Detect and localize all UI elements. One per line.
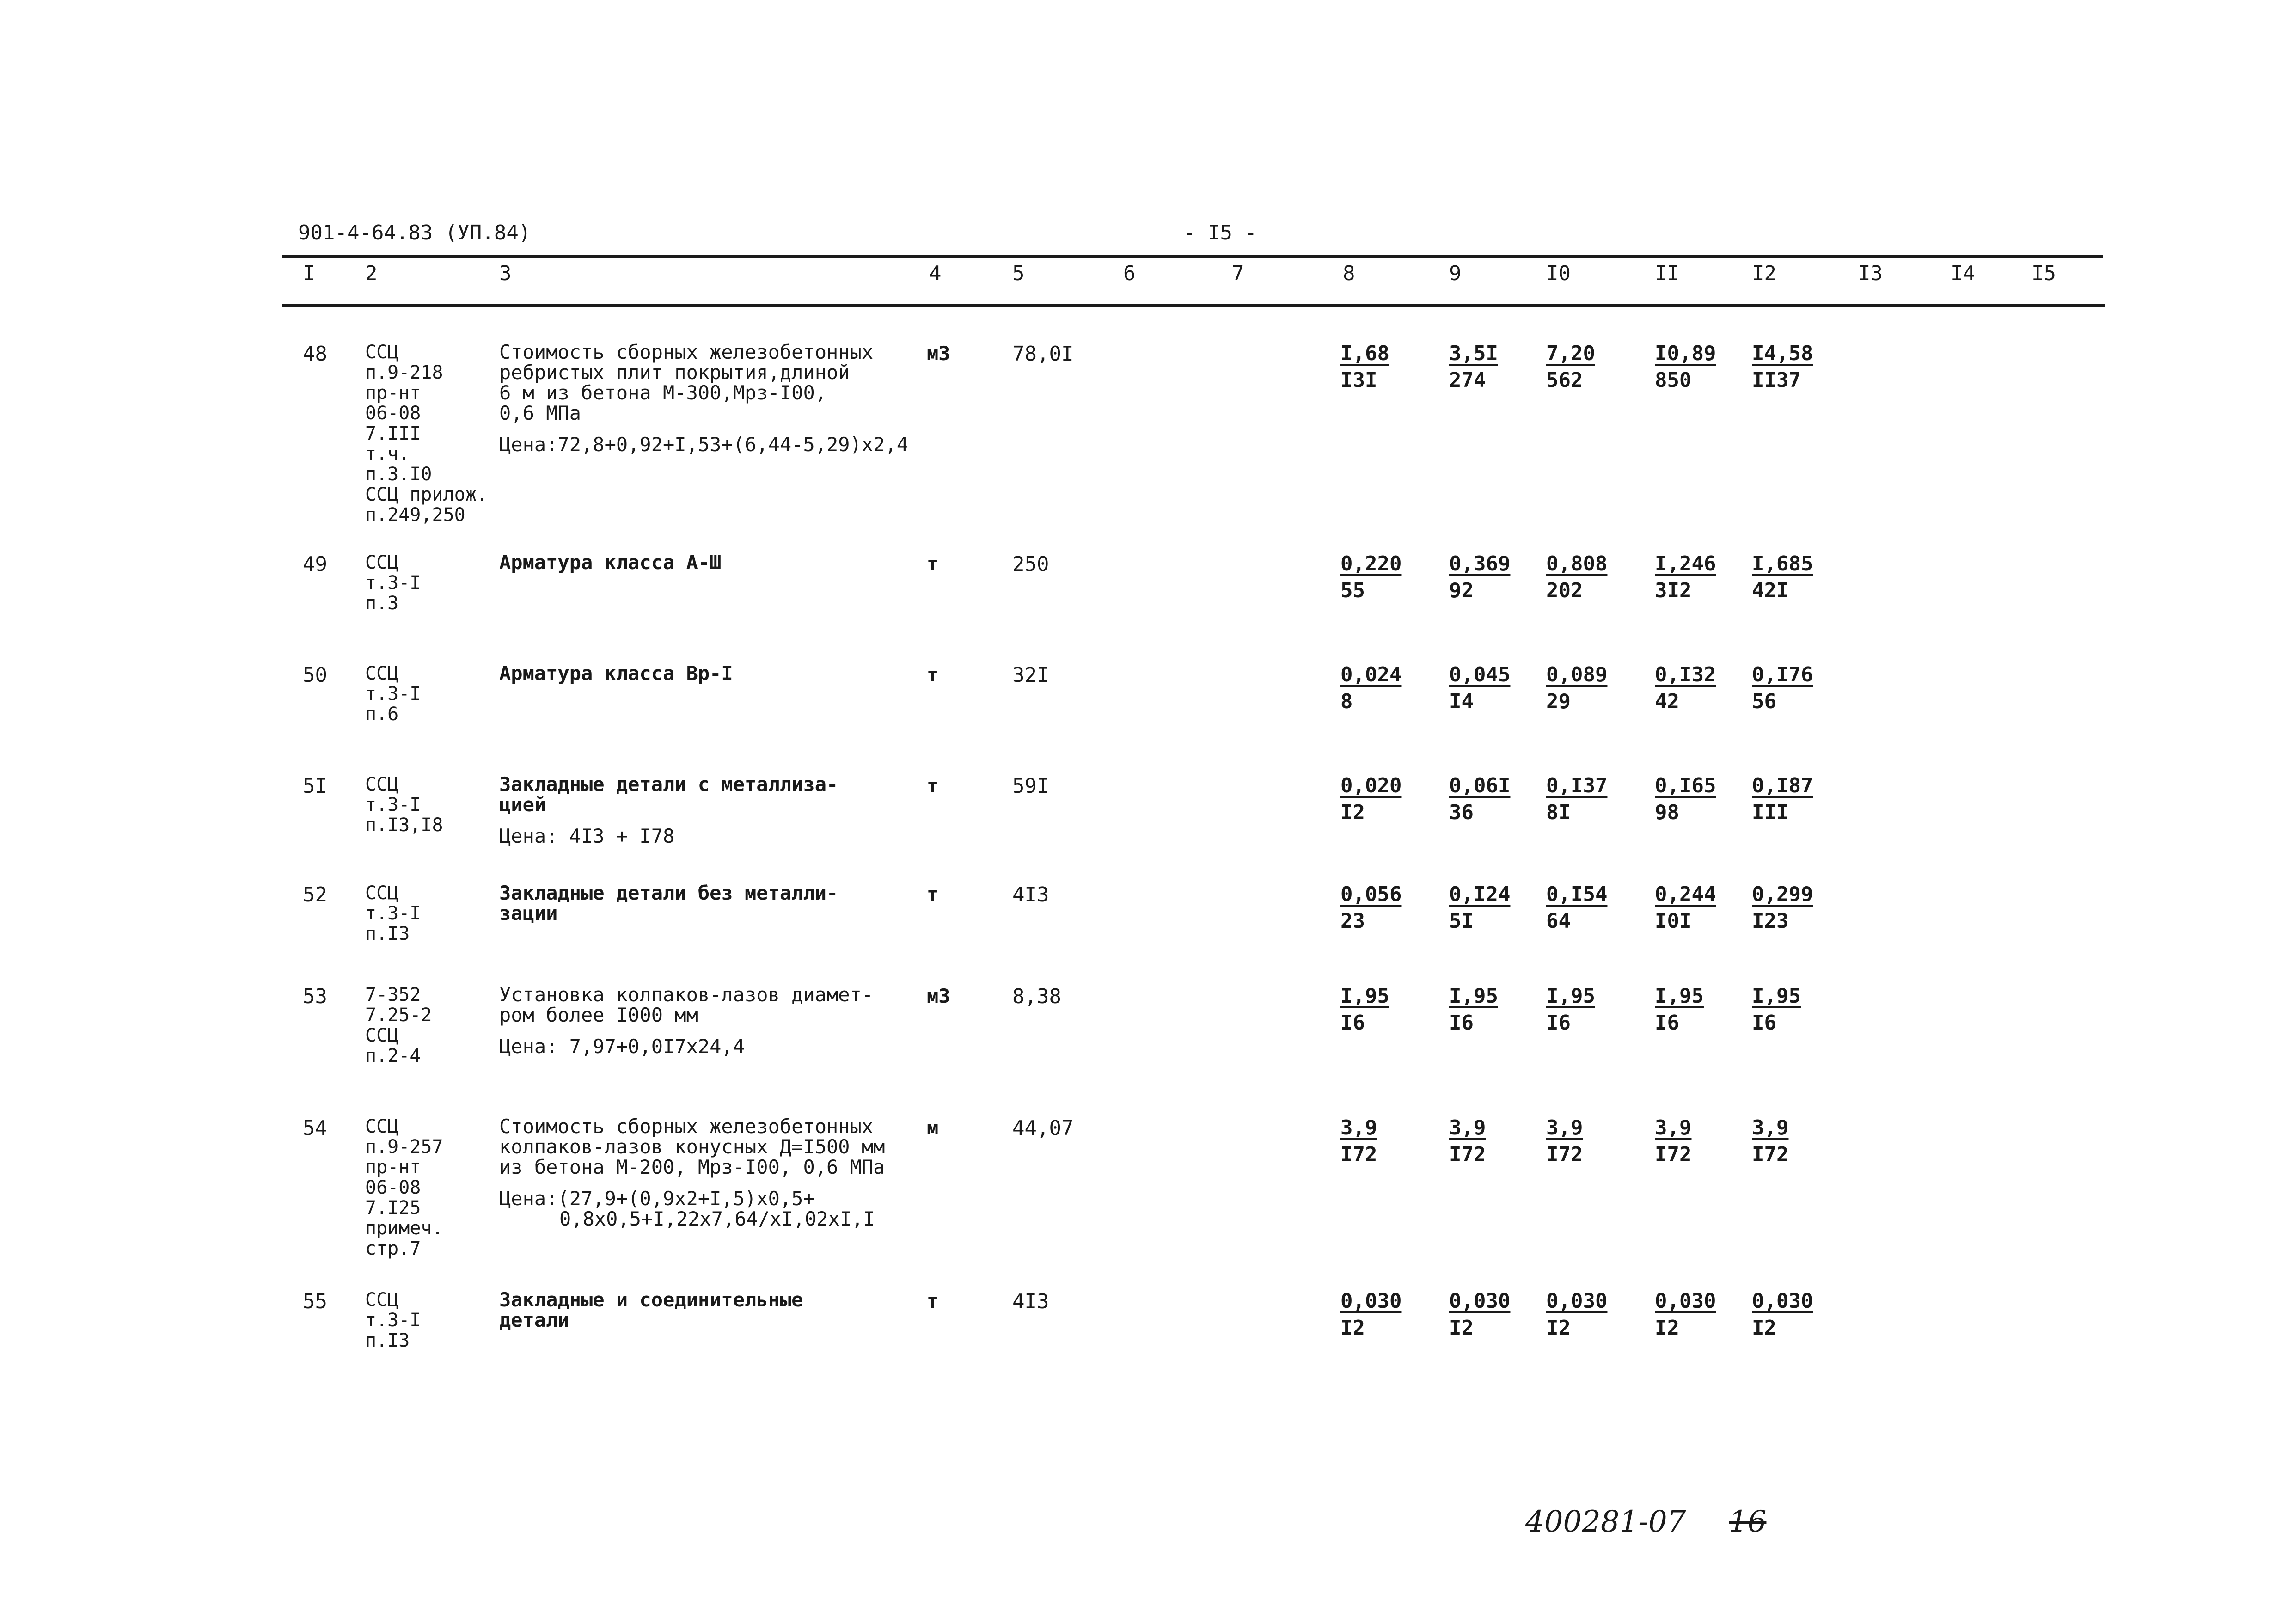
row-price-formula-continued: 0,8х0,5+I,22х7,64/хI,02хI,I (559, 1207, 875, 1230)
row-reference-code: т.ч. (365, 443, 410, 465)
row-value-fraction (1752, 340, 1813, 394)
row-value-fraction (1655, 881, 1716, 935)
row-price-formula: Цена: 4I3 + I78 (499, 825, 675, 847)
row-description: Стоимость сборных железобетонных (499, 1115, 874, 1138)
row-quantity: 78,0I (1012, 342, 1074, 366)
fraction-numerator: 0,056 (1340, 882, 1402, 906)
row-unit: м3 (927, 342, 950, 365)
row-description: зации (499, 902, 558, 925)
row-unit: т (927, 774, 939, 797)
row-value-fraction (1340, 1288, 1401, 1342)
row-number: 48 (303, 342, 327, 366)
row-reference-code: ССЦ (365, 1025, 399, 1046)
row-number: 54 (303, 1116, 327, 1140)
row-reference-code: ССЦ (365, 663, 399, 684)
fraction-numerator: 3,9 (1546, 1116, 1583, 1140)
row-value-fraction (1546, 881, 1607, 935)
column-number: I0 (1546, 262, 1571, 285)
column-number: 7 (1232, 262, 1244, 285)
row-reference-code: п.249,250 (365, 504, 465, 526)
row-reference-code: ССЦ (365, 882, 399, 904)
row-reference-code: ССЦ (365, 774, 399, 795)
row-price-formula: Цена:(27,9+(0,9х2+I,5)х0,5+ (499, 1187, 815, 1210)
fraction-numerator: 0,299 (1752, 882, 1813, 906)
row-reference-code: 7-352 (365, 984, 421, 1005)
row-description: Закладные и соединительные (499, 1288, 803, 1311)
column-number: I5 (2032, 262, 2056, 285)
fraction-numerator: 0,030 (1340, 1289, 1402, 1313)
row-reference-code: 7.I25 (365, 1197, 421, 1219)
fraction-denominator: I2 (1340, 801, 1365, 824)
row-description: Арматура класса А-Ш (499, 551, 722, 574)
fraction-numerator: 0,244 (1655, 882, 1716, 906)
column-number: 4 (929, 262, 942, 285)
row-description: ром более I000 мм (499, 1004, 698, 1026)
fraction-denominator: 562 (1546, 368, 1583, 392)
row-description: из бетона М-200, Мрз-I00, 0,6 МПа (499, 1156, 885, 1178)
row-price-formula: Цена: 7,97+0,0I7х24,4 (499, 1035, 745, 1058)
fraction-denominator: 23 (1340, 909, 1365, 933)
row-description: детали (499, 1309, 569, 1331)
fraction-denominator: 274 (1449, 368, 1486, 392)
fraction-denominator: I2 (1752, 1316, 1776, 1340)
fraction-denominator: 8I (1546, 801, 1571, 824)
handwritten-archive-number: 400281-07 (1525, 1505, 1686, 1539)
column-number: I2 (1752, 262, 1776, 285)
fraction-numerator: 7,20 (1546, 342, 1595, 365)
fraction-denominator: I72 (1752, 1143, 1789, 1166)
row-value-fraction (1752, 662, 1813, 715)
fraction-numerator: 3,9 (1449, 1116, 1486, 1140)
row-reference-code: примеч. (365, 1218, 443, 1239)
row-reference-code: ССЦ (365, 342, 399, 363)
column-number: 5 (1012, 262, 1025, 285)
fraction-denominator: 5I (1449, 909, 1474, 933)
fraction-denominator: 850 (1655, 368, 1692, 392)
row-value-fraction (1449, 881, 1510, 935)
row-unit: т (927, 883, 939, 906)
row-value-fraction (1752, 983, 1801, 1036)
fraction-numerator: 0,808 (1546, 552, 1608, 576)
row-reference-code: 06-08 (365, 1177, 421, 1198)
row-value-fraction (1449, 1115, 1486, 1168)
row-value-fraction (1752, 551, 1813, 604)
row-value-fraction (1752, 1288, 1813, 1342)
fraction-denominator: I6 (1449, 1011, 1474, 1035)
row-unit: т (927, 1290, 939, 1312)
row-value-fraction (1340, 340, 1389, 394)
row-reference-code: ССЦ (365, 1116, 399, 1137)
row-unit: м (927, 1116, 939, 1139)
fraction-numerator: I,95 (1340, 984, 1389, 1008)
row-description: Стоимость сборных железобетонных (499, 341, 874, 363)
fraction-numerator: 0,220 (1340, 552, 1402, 576)
fraction-denominator: I3I (1340, 368, 1377, 392)
fraction-numerator: I4,58 (1752, 342, 1813, 365)
row-description: цией (499, 793, 546, 816)
row-reference-code: п.3.I0 (365, 464, 432, 485)
fraction-denominator: I4 (1449, 690, 1474, 713)
row-reference-code: т.3-I (365, 903, 421, 924)
row-value-fraction (1546, 340, 1595, 394)
fraction-numerator: 0,024 (1340, 663, 1402, 686)
fraction-numerator: I,95 (1546, 984, 1595, 1008)
row-value-fraction (1655, 551, 1716, 604)
row-number: 53 (303, 985, 327, 1008)
row-value-fraction (1655, 772, 1716, 826)
row-price-formula: Цена:72,8+0,92+I,53+(6,44-5,29)х2,4 (499, 433, 909, 456)
fraction-denominator: I6 (1340, 1011, 1365, 1035)
column-number: I4 (1951, 262, 1975, 285)
row-value-fraction (1449, 772, 1510, 826)
fraction-denominator: II37 (1752, 368, 1801, 392)
row-description: 0,6 МПа (499, 402, 581, 424)
fraction-denominator: 36 (1449, 801, 1474, 824)
fraction-numerator: 3,9 (1655, 1116, 1692, 1140)
row-value-fraction (1340, 551, 1401, 604)
row-quantity: 32I (1012, 663, 1049, 687)
fraction-denominator: 202 (1546, 579, 1583, 602)
fraction-numerator: I,685 (1752, 552, 1813, 576)
row-value-fraction (1655, 340, 1716, 394)
row-reference-code: ССЦ прилож. (365, 484, 488, 505)
row-reference-code: 7.III (365, 423, 421, 444)
fraction-denominator: I72 (1546, 1143, 1583, 1166)
fraction-numerator: 0,020 (1340, 774, 1402, 797)
fraction-numerator: 3,9 (1340, 1116, 1377, 1140)
fraction-denominator: 42 (1655, 690, 1679, 713)
fraction-denominator: I2 (1655, 1316, 1679, 1340)
row-value-fraction (1752, 772, 1813, 826)
fraction-denominator: I6 (1655, 1011, 1679, 1035)
row-value-fraction (1752, 881, 1813, 935)
column-number: 3 (499, 262, 512, 285)
row-reference-code: 7.25-2 (365, 1005, 432, 1026)
fraction-denominator: I72 (1655, 1143, 1692, 1166)
fraction-denominator: I72 (1340, 1143, 1377, 1166)
fraction-denominator: 42I (1752, 579, 1789, 602)
row-reference-code: п.3 (365, 593, 399, 614)
fraction-denominator: 29 (1546, 690, 1571, 713)
header-rule-bottom (282, 304, 2105, 307)
row-number: 50 (303, 663, 327, 687)
row-value-fraction (1340, 772, 1401, 826)
fraction-numerator: 0,030 (1655, 1289, 1716, 1313)
column-number: II (1655, 262, 1679, 285)
row-value-fraction (1655, 983, 1704, 1036)
row-description: ребристых плит покрытия,длиной (499, 361, 850, 384)
fraction-numerator: 0,I87 (1752, 774, 1813, 797)
header-rule-top (282, 255, 2103, 258)
row-reference-code: п.2-4 (365, 1045, 421, 1066)
fraction-numerator: 0,I54 (1546, 882, 1608, 906)
document-code: 901-4-64.83 (УП.84) (298, 221, 531, 245)
row-number: 52 (303, 883, 327, 907)
column-number: I3 (1858, 262, 1883, 285)
row-description: Арматура класса Вр-I (499, 662, 733, 685)
row-value-fraction (1752, 1115, 1788, 1168)
row-value-fraction (1340, 662, 1401, 715)
row-reference-code: ССЦ (365, 1289, 399, 1311)
fraction-denominator: 98 (1655, 801, 1679, 824)
row-quantity: 44,07 (1012, 1116, 1074, 1140)
handwritten-sheet-number: 16 (1729, 1505, 1767, 1539)
row-value-fraction (1546, 983, 1595, 1036)
fraction-numerator: I0,89 (1655, 342, 1716, 365)
fraction-denominator: I0I (1655, 909, 1692, 933)
row-value-fraction (1546, 1115, 1583, 1168)
fraction-numerator: I,95 (1449, 984, 1498, 1008)
row-value-fraction (1449, 340, 1498, 394)
row-quantity: 4I3 (1012, 1290, 1049, 1313)
row-value-fraction (1546, 1288, 1607, 1342)
row-value-fraction (1340, 983, 1389, 1036)
fraction-numerator: 0,I76 (1752, 663, 1813, 686)
row-unit: т (927, 552, 939, 575)
fraction-numerator: 0,030 (1752, 1289, 1813, 1313)
fraction-numerator: 0,I24 (1449, 882, 1511, 906)
row-reference-code: 06-08 (365, 403, 421, 424)
fraction-denominator: I2 (1340, 1316, 1365, 1340)
row-value-fraction (1546, 551, 1607, 604)
fraction-denominator: III (1752, 801, 1789, 824)
row-value-fraction (1449, 662, 1510, 715)
row-quantity: 8,38 (1012, 985, 1061, 1008)
row-number: 49 (303, 552, 327, 576)
row-description: Закладные детали без металли- (499, 882, 838, 904)
row-value-fraction (1546, 662, 1607, 715)
row-value-fraction (1655, 1115, 1691, 1168)
row-description: Установка колпаков-лазов диамет- (499, 983, 874, 1006)
column-number: 6 (1123, 262, 1136, 285)
fraction-numerator: 0,089 (1546, 663, 1608, 686)
fraction-numerator: 0,030 (1449, 1289, 1511, 1313)
row-value-fraction (1655, 662, 1716, 715)
row-reference-code: п.9-257 (365, 1136, 443, 1158)
fraction-denominator: I72 (1449, 1143, 1486, 1166)
row-description: Закладные детали с металлиза- (499, 773, 838, 796)
fraction-numerator: 0,369 (1449, 552, 1511, 576)
row-reference-code: стр.7 (365, 1238, 421, 1259)
fraction-denominator: 92 (1449, 579, 1474, 602)
fraction-numerator: 0,I32 (1655, 663, 1716, 686)
fraction-numerator: 3,5I (1449, 342, 1498, 365)
fraction-denominator: I2 (1546, 1316, 1571, 1340)
fraction-numerator: 0,I37 (1546, 774, 1608, 797)
fraction-numerator: I,95 (1655, 984, 1704, 1008)
page-number: - I5 - (1183, 221, 1257, 245)
fraction-denominator: 55 (1340, 579, 1365, 602)
row-value-fraction (1546, 772, 1607, 826)
row-reference-code: пр-нт (365, 1157, 421, 1178)
row-reference-code: ССЦ (365, 552, 399, 573)
row-reference-code: т.3-I (365, 572, 421, 594)
row-description: 6 м из бетона М-300,Мрз-I00, (499, 381, 827, 404)
fraction-numerator: I,95 (1752, 984, 1801, 1008)
column-number: 2 (365, 262, 378, 285)
row-reference-code: п.9-218 (365, 362, 443, 383)
row-reference-code: пр-нт (365, 382, 421, 404)
row-reference-code: п.6 (365, 704, 399, 725)
fraction-numerator: 3,9 (1752, 1116, 1789, 1140)
row-reference-code: п.I3 (365, 1330, 410, 1351)
fraction-denominator: 64 (1546, 909, 1571, 933)
fraction-denominator: 3I2 (1655, 579, 1692, 602)
fraction-numerator: 0,030 (1546, 1289, 1608, 1313)
row-reference-code: т.3-I (365, 794, 421, 815)
row-reference-code: п.I3,I8 (365, 815, 443, 836)
fraction-denominator: I6 (1752, 1011, 1776, 1035)
fraction-denominator: I2 (1449, 1316, 1474, 1340)
row-value-fraction (1340, 881, 1401, 935)
row-description: колпаков-лазов конусных Д=I500 мм (499, 1135, 885, 1158)
row-value-fraction (1449, 551, 1510, 604)
fraction-numerator: 0,045 (1449, 663, 1511, 686)
row-unit: м3 (927, 985, 950, 1007)
fraction-denominator: 8 (1340, 690, 1353, 713)
fraction-numerator: I,68 (1340, 342, 1389, 365)
fraction-numerator: I,246 (1655, 552, 1716, 576)
fraction-denominator: I23 (1752, 909, 1789, 933)
column-number: 8 (1343, 262, 1355, 285)
row-value-fraction (1449, 983, 1498, 1036)
row-reference-code: т.3-I (365, 1310, 421, 1331)
row-value-fraction (1449, 1288, 1510, 1342)
column-number: 9 (1449, 262, 1462, 285)
column-number: I (303, 262, 315, 285)
row-number: 55 (303, 1290, 327, 1313)
row-reference-code: п.I3 (365, 923, 410, 944)
fraction-denominator: 56 (1752, 690, 1776, 713)
fraction-numerator: 0,06I (1449, 774, 1511, 797)
row-number: 5I (303, 774, 327, 798)
fraction-numerator: 0,I65 (1655, 774, 1716, 797)
row-value-fraction (1340, 1115, 1377, 1168)
row-unit: т (927, 663, 939, 686)
row-quantity: 59I (1012, 774, 1049, 798)
row-quantity: 250 (1012, 552, 1049, 576)
row-quantity: 4I3 (1012, 883, 1049, 907)
row-value-fraction (1655, 1288, 1716, 1342)
row-reference-code: т.3-I (365, 683, 421, 705)
fraction-denominator: I6 (1546, 1011, 1571, 1035)
